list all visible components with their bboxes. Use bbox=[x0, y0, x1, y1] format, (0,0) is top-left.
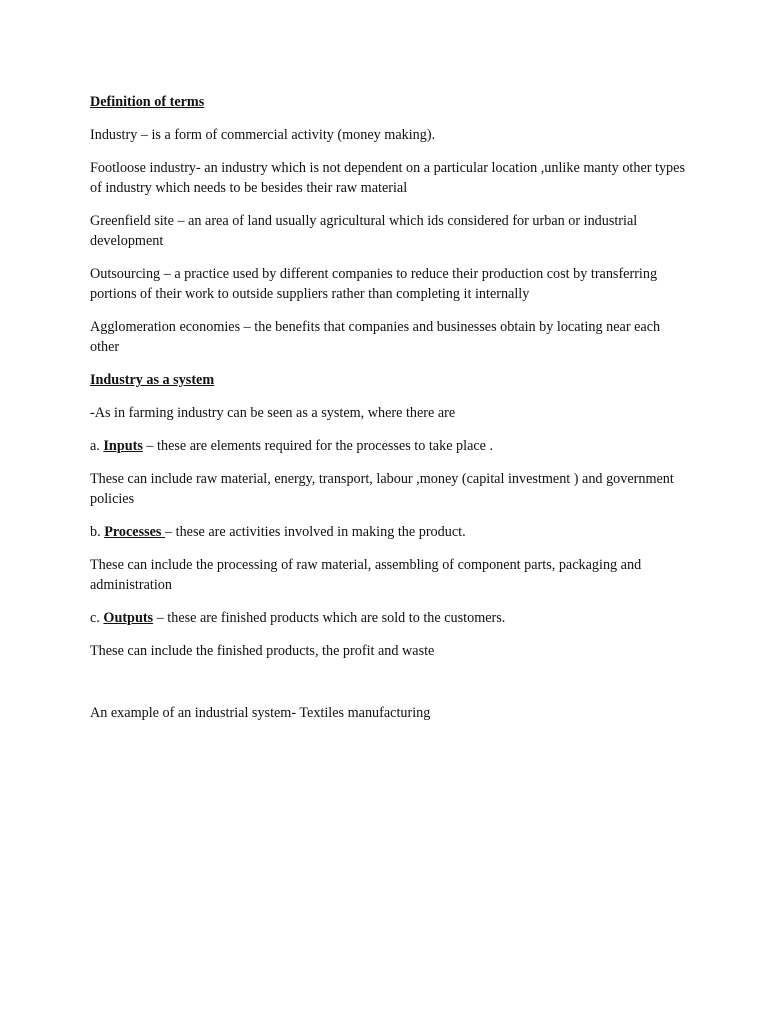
definition-industry: Industry – is a form of commercial activity (money making). bbox=[90, 127, 436, 143]
inputs-term: Inputs bbox=[103, 438, 143, 454]
outputs-prefix: c. bbox=[90, 610, 104, 626]
processes-prefix: b. bbox=[90, 524, 105, 540]
section-heading-system bbox=[90, 370, 690, 390]
processes-term: Processes bbox=[104, 524, 165, 540]
inputs-line bbox=[90, 436, 690, 456]
processes-examples: These can include the processing of raw material, assembling of component parts, packaging and administration bbox=[90, 557, 642, 593]
inputs-examples: These can include raw material, energy, transport, labour ,money (capital investment ) and government policies bbox=[90, 471, 674, 507]
section-heading-definitions bbox=[90, 92, 690, 112]
document-body bbox=[90, 92, 690, 736]
system-intro: -As in farming industry can be seen as a system, where there are bbox=[90, 405, 456, 421]
definition-agglomeration: Agglomeration economies – the benefits that companies and businesses obtain by locating near each other bbox=[90, 319, 661, 355]
heading-text: Industry as a system bbox=[90, 372, 215, 388]
outputs-description: – these are finished products which are sold to the customers. bbox=[153, 610, 506, 626]
processes-description: – these are activities involved in making the product. bbox=[165, 524, 466, 540]
inputs-description: – these are elements required for the processes to take place . bbox=[142, 438, 494, 454]
processes-line bbox=[90, 522, 690, 542]
outputs-term: Outputs bbox=[103, 610, 154, 626]
definition-greenfield: Greenfield site – an area of land usually agricultural which ids considered for urban or industrial development bbox=[90, 213, 638, 249]
example-line: An example of an industrial system- Textiles manufacturing bbox=[90, 705, 431, 721]
outputs-examples: These can include the finished products, the profit and waste bbox=[90, 643, 435, 659]
outputs-line bbox=[90, 608, 690, 628]
definition-outsourcing: Outsourcing – a practice used by different companies to reduce their production cost by transferring portions of their work to outside suppliers rather than completing it internally bbox=[90, 266, 658, 302]
inputs-prefix: a. bbox=[90, 438, 104, 454]
heading-text: Definition of terms bbox=[90, 94, 205, 110]
definition-footloose: Footloose industry- an industry which is not dependent on a particular location ,unlike manty other types of industry which needs to be besides their raw material bbox=[90, 160, 685, 196]
